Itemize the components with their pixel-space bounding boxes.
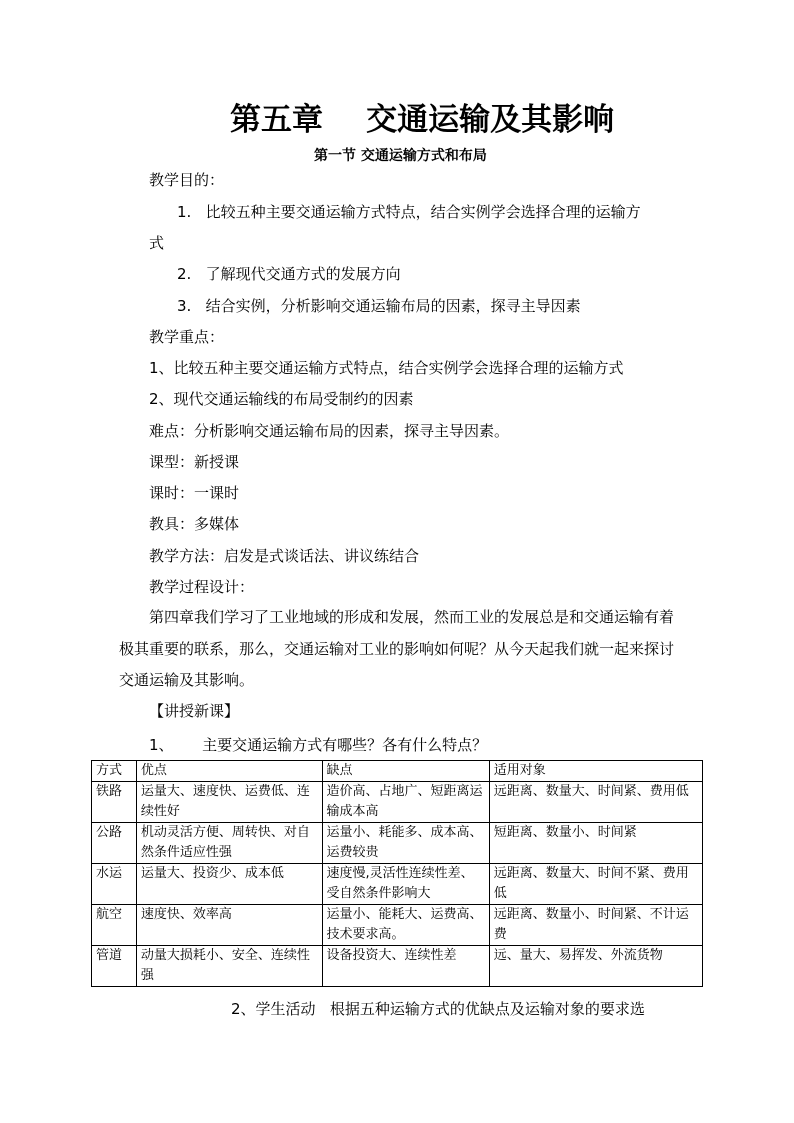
key-point-2: 2、现代交通运输线的布局受制约的因素 xyxy=(149,390,414,408)
cell-advantages: 动量大损耗小、安全、连续性强 xyxy=(136,946,322,987)
cell-disadvantages: 造价高、占地广、短距离运输成本高 xyxy=(322,782,489,823)
cell-advantages: 运量大、速度快、运费低、连续性好 xyxy=(136,782,322,823)
lesson-hours: 课时：一课时 xyxy=(149,484,240,502)
table-row xyxy=(92,864,703,905)
process-heading: 教学过程设计： xyxy=(149,578,255,596)
cell-disadvantages: 设备投资大、连续性差 xyxy=(322,946,489,987)
cell-suitable-for: 远距离、数量小、时间紧、不计运费 xyxy=(489,905,702,946)
intro-paragraph: 第四章我们学习了工业地域的形成和发展，然而工业的发展总是和交通运输有着极其重要的联系，那么，交通运输对工业的影响如何呢？从今天起我们就一起来探讨交通运输及其影响。 xyxy=(119,608,675,689)
cell-mode: 铁路 xyxy=(92,782,137,823)
difficulty-text: 难点：分析影响交通运输布局的因素，探寻主导因素。 xyxy=(149,422,510,440)
section-title: 第一节 交通运输方式和布局 xyxy=(314,148,487,164)
header-mode: 方式 xyxy=(92,761,137,782)
objectives-heading: 教学目的： xyxy=(149,171,225,189)
cell-mode: 公路 xyxy=(92,823,137,864)
cell-advantages: 机动灵活方便、周转快、对自然条件适应性强 xyxy=(136,823,322,864)
header-disadvantages: 缺点 xyxy=(322,761,489,782)
teaching-method: 教学方法：启发是式谈话法、讲议练结合 xyxy=(149,547,420,565)
cell-disadvantages: 速度慢,灵活性连续性差、受自然条件影响大 xyxy=(322,864,489,905)
objective-1-continued: 式 xyxy=(149,234,165,252)
cell-disadvantages: 运量小、耗能多、成本高、运费较贵 xyxy=(322,823,489,864)
table-row xyxy=(92,782,703,823)
student-activity: 2、学生活动 根据五种运输方式的优缺点及运输对象的要求选 xyxy=(231,1000,645,1018)
cell-advantages: 速度快、效率高 xyxy=(136,905,322,946)
cell-suitable-for: 远距离、数量大、时间不紧、费用低 xyxy=(489,864,702,905)
teaching-aids: 教具：多媒体 xyxy=(149,515,240,533)
table-header-row xyxy=(92,761,703,782)
objective-3: 3. 结合实例，分析影响交通运输布局的因素，探寻主导因素 xyxy=(177,297,581,315)
key-point-1: 1、比较五种主要交通运输方式特点，结合实例学会选择合理的运输方式 xyxy=(149,359,624,377)
new-lesson-label: 【讲授新课】 xyxy=(149,702,240,720)
transport-comparison-table xyxy=(91,760,703,987)
cell-advantages: 运量大、投资少、成本低 xyxy=(136,864,322,905)
lesson-type: 课型：新授课 xyxy=(149,453,240,471)
key-points-heading: 教学重点： xyxy=(149,328,225,346)
cell-mode: 航空 xyxy=(92,905,137,946)
cell-suitable-for: 短距离、数量小、时间紧 xyxy=(489,823,702,864)
cell-mode: 水运 xyxy=(92,864,137,905)
table-row xyxy=(92,946,703,987)
cell-disadvantages: 运量小、能耗大、运费高、技术要求高。 xyxy=(322,905,489,946)
header-suitable-for: 适用对象 xyxy=(489,761,702,782)
cell-mode: 管道 xyxy=(92,946,137,987)
table-row xyxy=(92,823,703,864)
cell-suitable-for: 远距离、数量大、时间紧、费用低 xyxy=(489,782,702,823)
header-advantages: 优点 xyxy=(136,761,322,782)
objective-1: 1. 比较五种主要交通运输方式特点，结合实例学会选择合理的运输方 xyxy=(177,203,641,221)
objective-2: 2. 了解现代交通方式的发展方向 xyxy=(177,265,401,283)
chapter-title: 第五章 交通运输及其影响 xyxy=(230,102,615,138)
table-row xyxy=(92,905,703,946)
cell-suitable-for: 远、量大、易挥发、外流货物 xyxy=(489,946,702,987)
question-1: 1、 主要交通运输方式有哪些？各有什么特点？ xyxy=(149,736,488,754)
